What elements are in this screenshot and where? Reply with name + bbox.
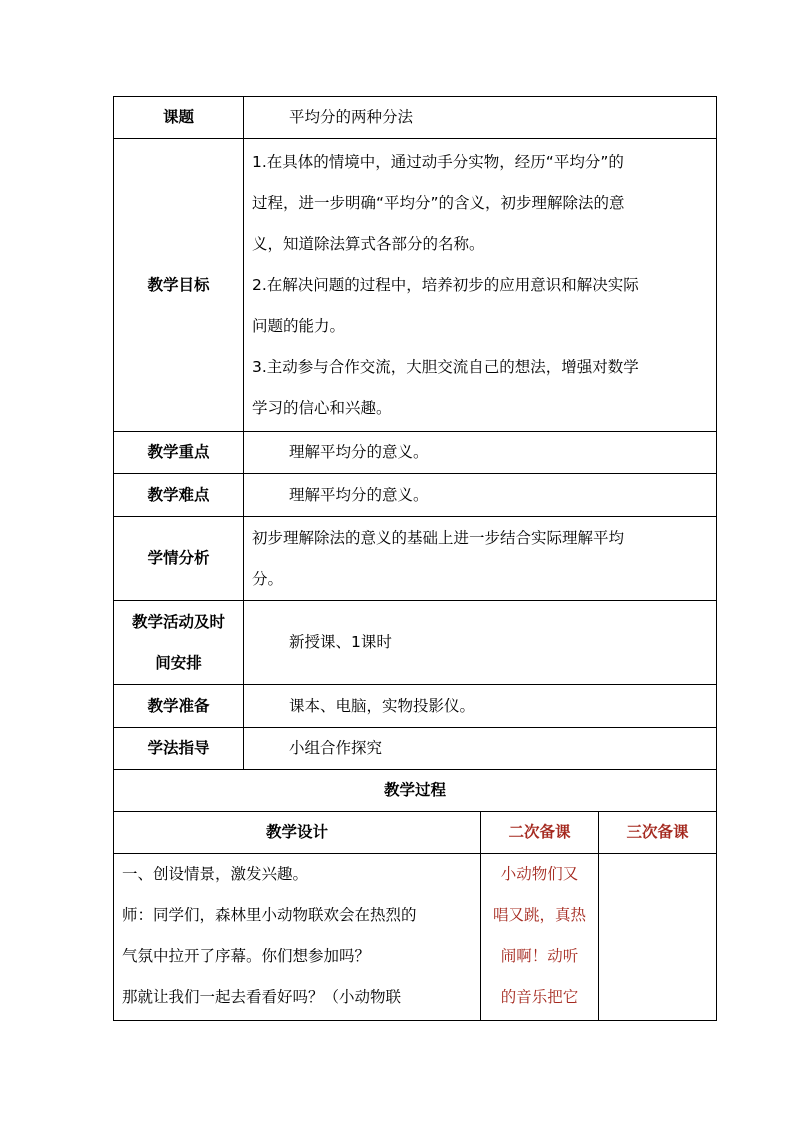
third-prep-content — [599, 854, 717, 1021]
label-difficulty: 教学难点 — [114, 474, 244, 517]
goal-line: 学习的信心和兴趣。 — [252, 398, 392, 417]
second-prep-content — [481, 854, 599, 1021]
lesson-plan-table — [113, 96, 717, 1021]
label-schedule-line: 教学活动及时 — [131, 612, 225, 631]
goal-line: 1.在具体的情境中，通过动手分实物，经历“平均分”的 — [252, 152, 624, 171]
analysis-line: 分。 — [252, 569, 284, 588]
goal-line: 过程，进一步明确“平均分”的含义，初步理解除法的意 — [252, 193, 625, 212]
second-line: 的音乐把它 — [500, 988, 579, 1006]
label-key-point: 教学重点 — [114, 432, 244, 474]
second-line: 小动物们又 — [500, 865, 579, 883]
label-schedule-line: 间安排 — [155, 653, 202, 672]
row-method — [114, 728, 717, 770]
row-goals — [114, 139, 717, 432]
goal-line: 2.在解决问题的过程中，培养初步的应用意识和解决实际 — [252, 275, 639, 294]
label-prep: 教学准备 — [114, 685, 244, 728]
goal-line: 义，知道除法算式各部分的名称。 — [252, 234, 485, 253]
process-title: 教学过程 — [114, 770, 717, 812]
second-line: 闹啊！动听 — [500, 947, 579, 965]
row-analysis — [114, 517, 717, 601]
header-third: 三次备课 — [599, 812, 717, 854]
row-schedule — [114, 601, 717, 685]
second-line: 唱又跳，真热 — [492, 906, 586, 924]
row-process-headers — [114, 812, 717, 854]
design-line: 那就让我们一起去看看好吗？（小动物联 — [122, 988, 402, 1006]
goal-line: 问题的能力。 — [252, 316, 346, 335]
value-key-point: 理解平均分的意义。 — [244, 432, 717, 474]
value-topic: 平均分的两种分法 — [244, 97, 717, 139]
label-schedule — [114, 601, 244, 685]
value-schedule: 新授课、1课时 — [244, 601, 717, 685]
row-process-title — [114, 770, 717, 812]
label-goals: 教学目标 — [114, 139, 244, 432]
row-prep — [114, 685, 717, 728]
value-difficulty: 理解平均分的意义。 — [244, 474, 717, 517]
analysis-line: 初步理解除法的意义的基础上进一步结合实际理解平均 — [252, 528, 625, 547]
row-key-point — [114, 432, 717, 474]
value-prep: 课本、电脑，实物投影仪。 — [244, 685, 717, 728]
design-line: 气氛中拉开了序幕。你们想参加吗？ — [122, 947, 371, 965]
value-analysis — [244, 517, 717, 601]
value-method: 小组合作探究 — [244, 728, 717, 770]
value-goals — [244, 139, 717, 432]
goal-line: 3.主动参与合作交流，大胆交流自己的想法，增强对数学 — [252, 357, 639, 376]
header-design: 教学设计 — [114, 812, 481, 854]
row-process-content — [114, 854, 717, 1021]
header-second: 二次备课 — [481, 812, 599, 854]
design-line: 师：同学们，森林里小动物联欢会在热烈的 — [122, 906, 417, 924]
design-content — [114, 854, 481, 1021]
label-topic: 课题 — [114, 97, 244, 139]
label-method: 学法指导 — [114, 728, 244, 770]
label-analysis: 学情分析 — [114, 517, 244, 601]
design-line: 一、创设情景，激发兴趣。 — [122, 865, 309, 883]
row-topic — [114, 97, 717, 139]
row-difficulty — [114, 474, 717, 517]
